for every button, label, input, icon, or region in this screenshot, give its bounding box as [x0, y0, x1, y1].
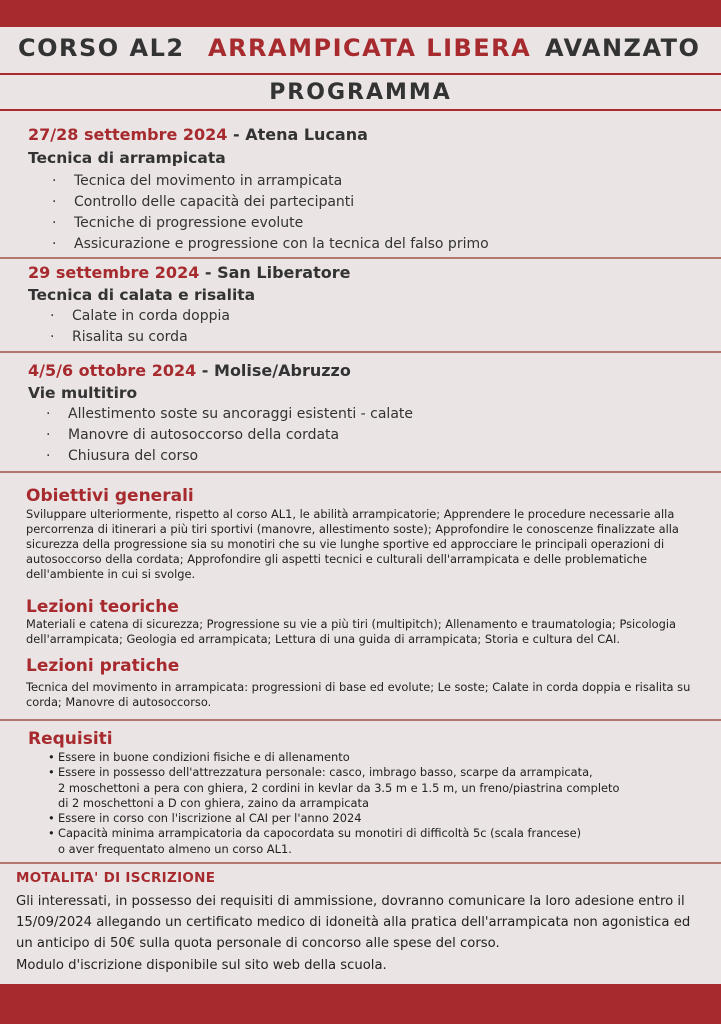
objectives-heading: Obiettivi generali [26, 486, 194, 506]
divider [0, 471, 721, 473]
practice-heading: Lezioni pratiche [26, 656, 180, 676]
course-level: AVANZATO [545, 34, 701, 62]
session-1-title: Tecnica di arrampicata [28, 149, 226, 167]
divider [0, 719, 721, 721]
list-item: • Essere in possesso dell'attrezzatura personale: casco, imbrago basso, scarpe da arrampicata, [48, 765, 593, 780]
list-item: · Risalita su corda [50, 329, 188, 345]
enrollment-text: Gli interessati, in possesso dei requisiti di ammissione, dovranno comunicare la loro adesione entro il 15/09/2024 allegando un certificato medico di idoneità alla pratica dell'arrampicata non agonistica ed un anticipo di 50€ sulla quota personale di concorso alle spese del corso. [16, 894, 691, 951]
list-item: · Tecnica del movimento in arrampicata [52, 173, 343, 189]
practice-text: Tecnica del movimento in arrampicata: progressioni di base ed evolute; Le soste; Calate in corda doppia e risalita su corda; Manovre di autosoccorso. [26, 680, 691, 709]
title-row [0, 34, 721, 70]
list-item: • Essere in corso con l'iscrizione al CAI per l'anno 2024 [48, 811, 362, 826]
list-item: · Calate in corda doppia [50, 308, 230, 324]
list-item: · Manovre di autosoccorso della cordata [46, 427, 340, 443]
theory-heading: Lezioni teoriche [26, 597, 179, 617]
session-1-list [52, 171, 489, 255]
list-item-continuation: 2 moschettoni a pera con ghiera, 2 cordini in kevlar da 3.5 m e 1.5 m, un freno/piastrina completo [58, 780, 620, 795]
enrollment-heading: MOTALITA' DI ISCRIZIONE [16, 870, 216, 886]
requirements-list [48, 750, 620, 857]
title-divider [0, 73, 721, 75]
divider [0, 862, 721, 864]
list-item: · Controllo delle capacità dei partecipanti [52, 194, 355, 210]
divider [0, 257, 721, 259]
list-item: • Capacità minima arrampicatoria da capocordata su monotiri di difficoltà 5c (scala francese) [48, 826, 582, 841]
list-item: · Assicurazione e progressione con la tecnica del falso primo [52, 236, 489, 252]
list-item-continuation: o aver frequentato almeno un corso AL1. [58, 841, 292, 856]
list-item: · Allestimento soste su ancoraggi esistenti - calate [46, 406, 414, 422]
session-3-list [46, 404, 413, 467]
bottom-band [0, 984, 721, 1024]
enrollment-note: Modulo d'iscrizione disponibile sul sito web della scuola. [16, 958, 387, 973]
course-code: CORSO AL2 [18, 34, 185, 62]
list-item-continuation: di 2 moschettoni a D con ghiera, zaino da arrampicata [58, 795, 369, 810]
session-3-date: 4/5/6 ottobre 2024 - Molise/Abruzzo [28, 361, 351, 380]
course-name: ARRAMPICATA LIBERA [208, 34, 532, 62]
theory-text: Materiali e catena di sicurezza; Progressione su vie a più tiri (multipitch); Allenamento e traumatologia; Psicologia dell'arrampicata; Geologia ed arrampicata; Lettura di una guida di arrampicata; Storia e cultura del CAI. [26, 617, 676, 646]
program-heading: PROGRAMMA [269, 80, 452, 105]
session-2-date: 29 settembre 2024 - San Liberatore [28, 263, 351, 282]
objectives-text: Sviluppare ulteriormente, rispetto al corso AL1, le abilità arrampicatorie; Apprendere le procedure necessarie alla percorrenza di itinerari a più tiri sportivi (manovre, allestimento soste); Approfondire le conoscenze finalizzate alla sicurezza della progressione sia su monotiri che su vie lunghe sportive ed approcciare le principali operazioni di autosoccorso della cordata; Approfondire gli aspetti tecnici e culturali dell'arrampicata e delle problematiche dell'ambiente in cui si svolge. [26, 507, 679, 581]
list-item: • Essere in buone condizioni fisiche e di allenamento [48, 750, 350, 764]
session-2-list [50, 306, 230, 348]
session-1-date: 27/28 settembre 2024 - Atena Lucana [28, 125, 368, 144]
program-divider [0, 109, 721, 111]
top-band [0, 0, 721, 27]
divider [0, 351, 721, 353]
list-item: · Tecniche di progressione evolute [52, 215, 304, 231]
requirements-heading: Requisiti [28, 729, 113, 749]
list-item: · Chiusura del corso [46, 448, 199, 464]
session-2-title: Tecnica di calata e risalita [28, 286, 256, 304]
session-3-title: Vie multitiro [28, 384, 138, 402]
